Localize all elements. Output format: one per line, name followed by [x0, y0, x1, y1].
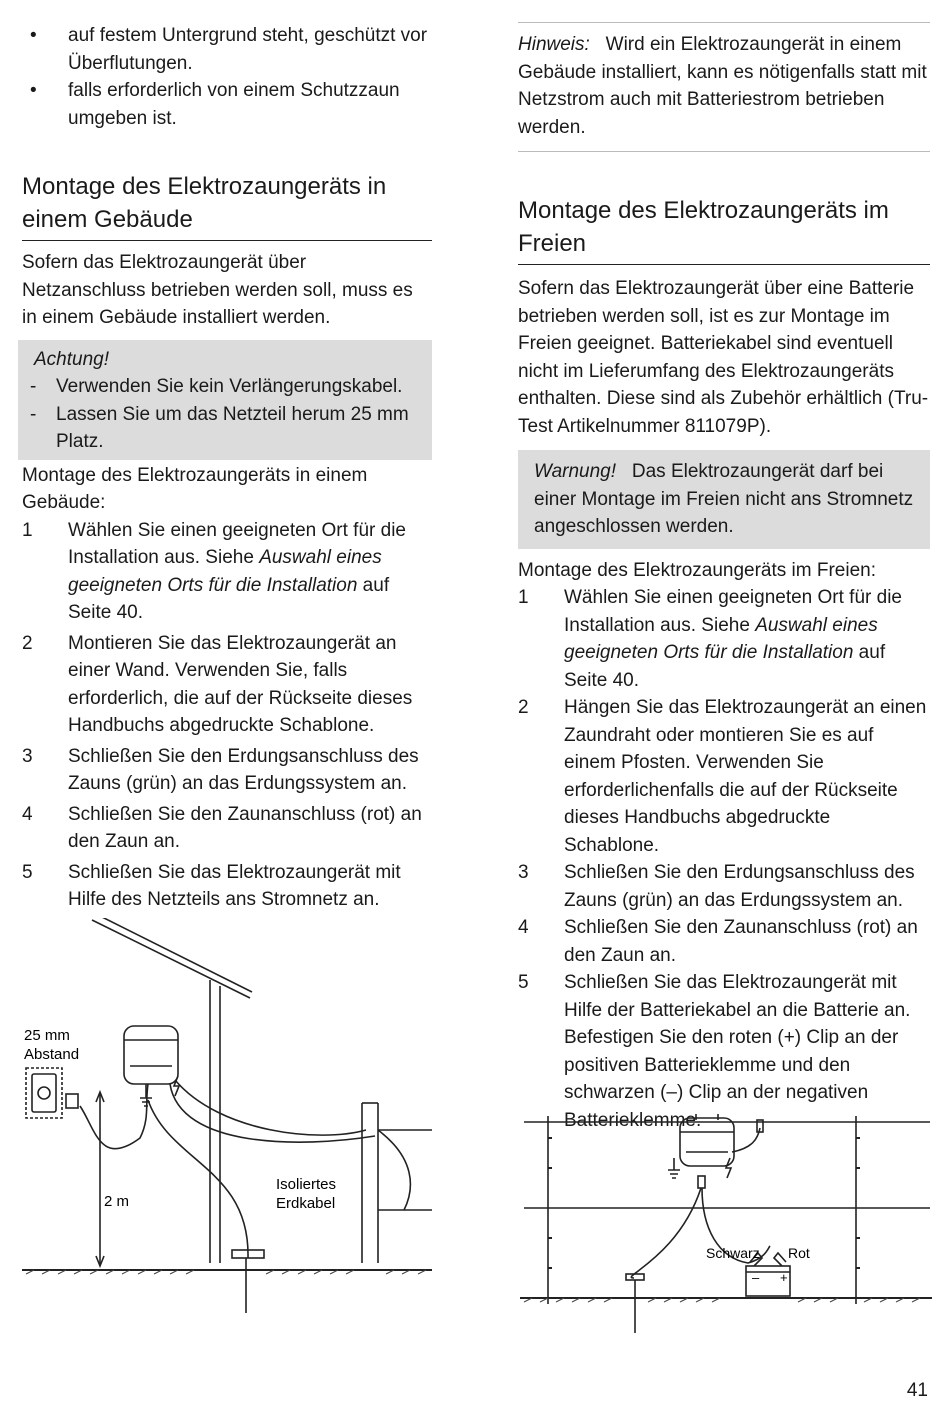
figure-label-red: Rot — [788, 1245, 810, 1261]
bullet-item: • auf festem Untergrund steht, geschützt vor Überflutungen. — [30, 25, 428, 74]
step-item: 2 Hängen Sie das Elektrozaungerät an einen Zaundraht oder montieren Sie es auf einem Pfosten. Verwenden Sie erforderlichenfalls die auf der Rückseite dieses Handbuchs abgedruckte Schablone. — [518, 697, 927, 856]
indoor-installation-figure — [20, 918, 440, 1318]
bullet-item: • falls erforderlich von einem Schutzzaun umgeben ist. — [30, 80, 400, 129]
figure-label-cable-1: Isoliertes — [276, 1176, 337, 1193]
caution-box — [18, 340, 432, 460]
step-item: 1 Wählen Sie einen geeigneten Ort für die Installation aus. Siehe Auswahl eines geeigneten Orts für die Installation auf Seite 40. — [22, 519, 406, 623]
battery-plus: + — [780, 1270, 788, 1285]
steps-intro: Montage des Elektrozaungeräts in einem Gebäude: — [22, 464, 368, 513]
step-item: 5 Schließen Sie das Elektrozaungerät mit Hilfe des Netzteils ans Stromnetz an. — [22, 861, 401, 910]
intro-paragraph: Sofern das Elektrozaungerät über eine Batterie betrieben werden soll, ist es zur Montage im Freien geeignet. Batteriekabel sind eventuell nicht im Lieferumfang des Elektrozaungeräts enthalten. Diese sind als Zubehör erhältlich (Tru-Test Artikelnummer 811079P). — [518, 278, 929, 437]
warning-box — [518, 450, 930, 549]
step-item: 4 Schließen Sie den Zaunanschluss (rot) an den Zaun an. — [22, 803, 422, 852]
step-item: 4 Schließen Sie den Zaunanschluss (rot) an den Zaun an. — [518, 917, 918, 966]
figure-label-spacing-1: 25 mm — [24, 1027, 70, 1044]
outdoor-installation-figure — [518, 1108, 936, 1338]
battery-minus: – — [752, 1270, 760, 1285]
warning-label: Warnung! — [534, 461, 617, 482]
right-column — [518, 0, 930, 1134]
caution-label: Achtung! — [34, 348, 109, 370]
figure-label-cable-2: Erdkabel — [276, 1195, 336, 1212]
cross-reference: Auswahl eines geeigneten Orts für die Installation — [564, 614, 878, 663]
caution-item: - Verwenden Sie kein Verlängerungskabel. — [30, 376, 403, 397]
intro-paragraph: Sofern das Elektrozaungerät über Netzanschluss betrieben werden soll, muss es in einem Gebäude installiert werden. — [22, 252, 413, 328]
figure-label-spacing-2: Abstand — [24, 1046, 80, 1063]
hint-box — [518, 22, 930, 152]
step-item: 3 Schließen Sie den Erdungsanschluss des Zauns (grün) an das Erdungssystem an. — [22, 745, 419, 794]
step-item: 2 Montieren Sie das Elektrozaungerät an einer Wand. Verwenden Sie, falls erforderlich, die auf der Rückseite dieses Handbuchs abgedruckte Schablone. — [22, 632, 413, 736]
step-item: 3 Schließen Sie den Erdungsanschluss des Zauns (grün) an das Erdungssystem an. — [518, 862, 915, 911]
section-heading-indoor: Montage des Elektrozaungeräts in einem Gebäude — [22, 170, 432, 241]
figure-label-black: Schwarz — [706, 1245, 760, 1261]
section-heading-outdoor: Montage des Elektrozaungeräts im Freien — [518, 194, 930, 265]
warning-text: Das Elektrozaungerät darf bei einer Montage im Freien nicht ans Stromnetz angeschlossen werden. — [534, 461, 914, 537]
steps-intro: Montage des Elektrozaungeräts im Freien: — [518, 559, 877, 581]
hint-text: Wird ein Elektrozaungerät in einem Gebäude installiert, kann es nötigenfalls statt mit Netzstrom auch mit Batteriestrom betrieben werden. — [518, 34, 927, 138]
left-column — [22, 0, 432, 914]
hint-label: Hinweis: — [518, 34, 590, 55]
cross-reference: Auswahl eines geeigneten Orts für die Installation — [68, 547, 382, 596]
step-item: 1 Wählen Sie einen geeigneten Ort für die Installation aus. Siehe Auswahl eines geeigneten Orts für die Installation auf Seite 40. — [518, 587, 902, 691]
caution-item: - Lassen Sie um das Netzteil herum 25 mm Platz. — [30, 403, 409, 452]
page-number: 41 — [906, 1380, 928, 1401]
step-item: 5 Schließen Sie das Elektrozaungerät mit Hilfe der Batteriekabel an die Batterie an. Befestigen Sie den roten (+) Clip an der positiven Batterieklemme und den schwarzen (–) Clip an der negativen Batterieklemme. — [518, 972, 911, 1131]
figure-label-height: 2 m — [104, 1193, 130, 1210]
